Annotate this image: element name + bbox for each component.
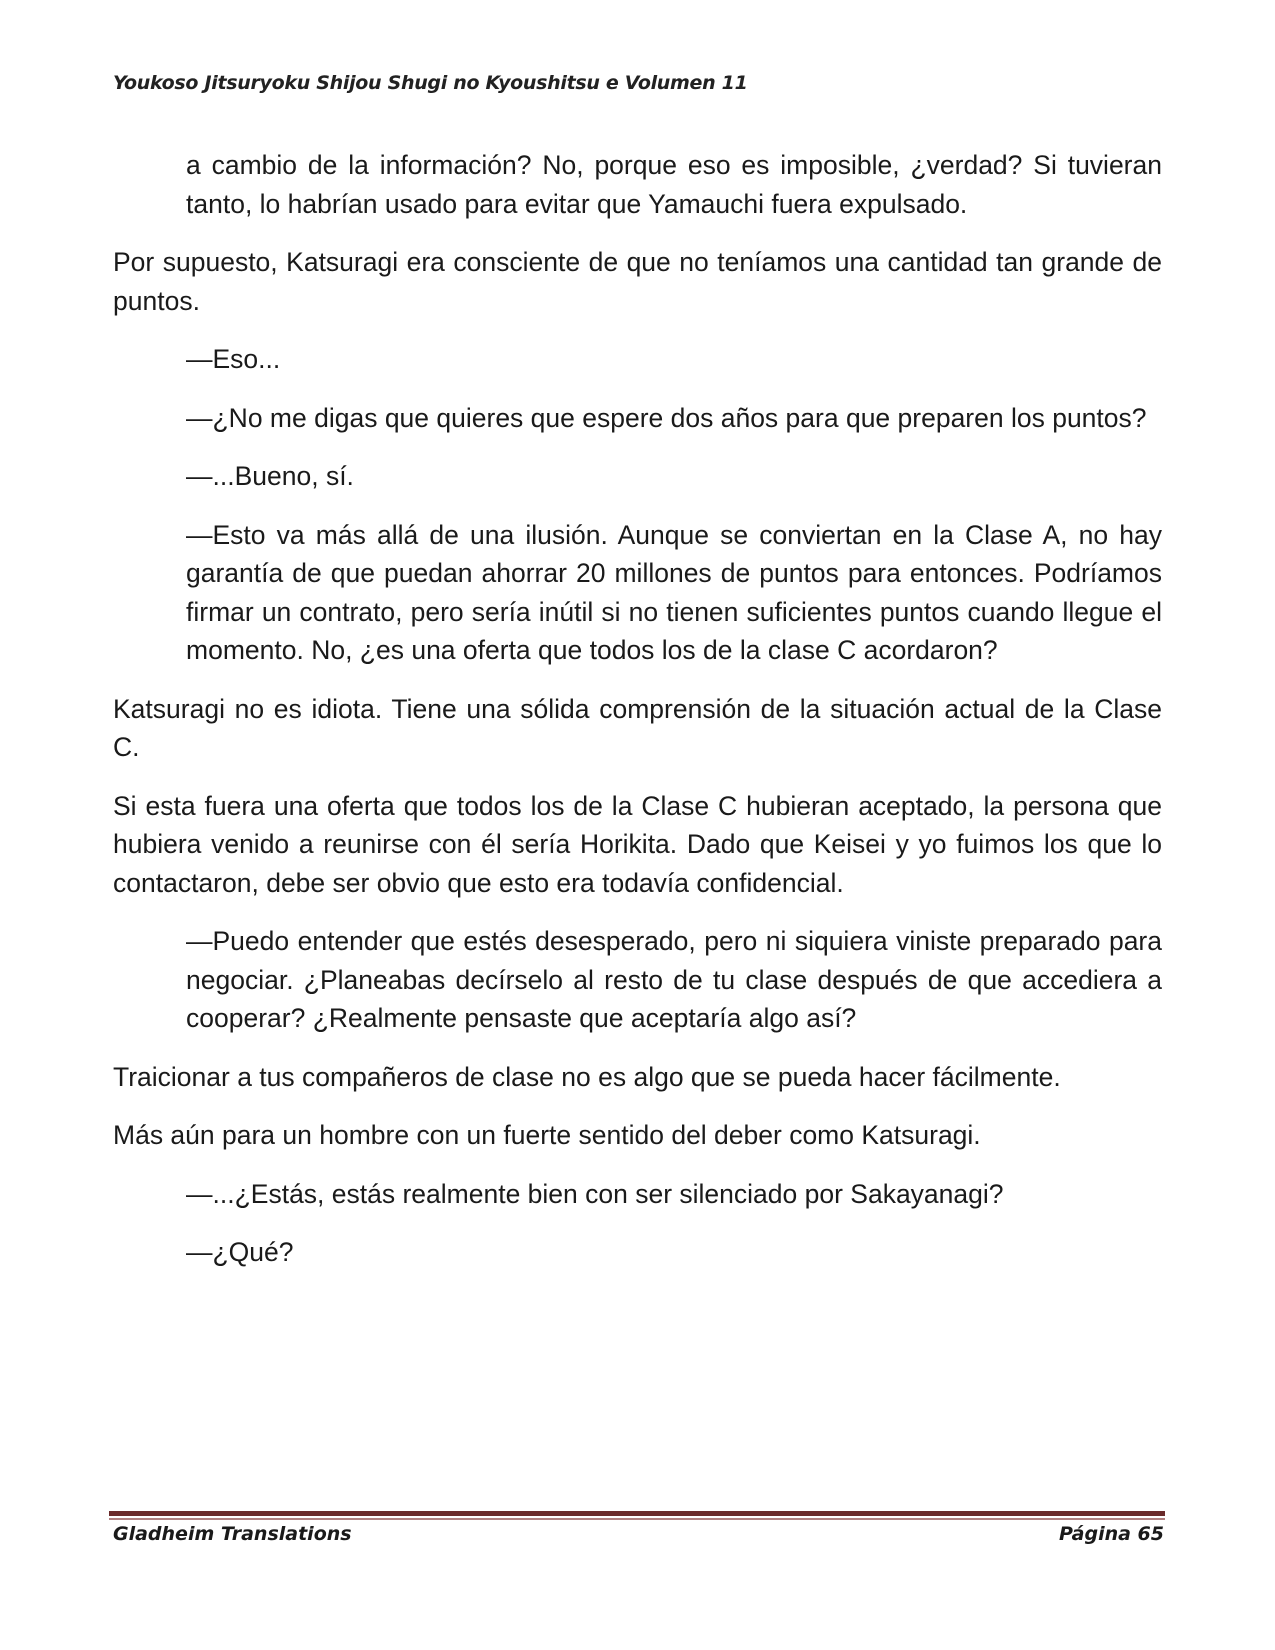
paragraph-narration: Por supuesto, Katsuragi era consciente de que no teníamos una cantidad tan grande de puntos. bbox=[113, 247, 1162, 316]
paragraph-dialog: —Eso... bbox=[186, 344, 281, 374]
page-body bbox=[113, 146, 1162, 1292]
paragraph-dialog: —...Bueno, sí. bbox=[186, 461, 354, 491]
paragraph-dialog: —Esto va más allá de una ilusión. Aunque se conviertan en la Clase A, no hay garantía de que puedan ahorrar 20 millones de puntos para entonces. Podríamos firmar un contrato, pero sería inútil si no tienen suficientes puntos cuando llegue el momento. No, ¿es una oferta que todos los de la clase C acordaron? bbox=[186, 519, 1162, 665]
footer-divider-thin bbox=[109, 1518, 1165, 1520]
paragraph-narration: Traicionar a tus compañeros de clase no es algo que se pueda hacer fácilmente. bbox=[113, 1061, 1061, 1092]
paragraph-dialog: —...¿Estás, estás realmente bien con ser silenciado por Sakayanagi? bbox=[186, 1178, 1004, 1209]
paragraph-narration: Más aún para un hombre con un fuerte sentido del deber como Katsuragi. bbox=[113, 1120, 981, 1150]
paragraph-dialog: —Puedo entender que estés desesperado, pero ni siquiera viniste preparado para negociar. ¿Planeabas decírselo al resto de tu clase después de que accediera a cooperar? ¿Realmente pensaste que aceptaría algo así? bbox=[186, 926, 1162, 1033]
footer-page-number: Página 65 bbox=[1058, 1523, 1164, 1545]
page-header-title: Youkoso Jitsuryoku Shijou Shugi no Kyoushitsu e Volumen 11 bbox=[113, 72, 748, 94]
paragraph-dialog: —¿Qué? bbox=[186, 1237, 294, 1267]
footer-divider bbox=[109, 1511, 1165, 1516]
footer-publisher: Gladheim Translations bbox=[113, 1523, 352, 1545]
paragraph-dialog: a cambio de la información? No, porque eso es imposible, ¿verdad? Si tuvieran tanto, lo habrían usado para evitar que Yamauchi fuera expulsado. bbox=[186, 150, 1162, 219]
paragraph-narration: Si esta fuera una oferta que todos los de la Clase C hubieran aceptado, la persona que hubiera venido a reunirse con él sería Horikita. Dado que Keisei y yo fuimos los que lo contactaron, debe ser obvio que esto era todavía confidencial. bbox=[113, 790, 1162, 898]
paragraph-narration: Katsuragi no es idiota. Tiene una sólida comprensión de la situación actual de la Clase C. bbox=[113, 693, 1162, 762]
paragraph-dialog: —¿No me digas que quieres que espere dos años para que preparen los puntos? bbox=[186, 402, 1147, 433]
